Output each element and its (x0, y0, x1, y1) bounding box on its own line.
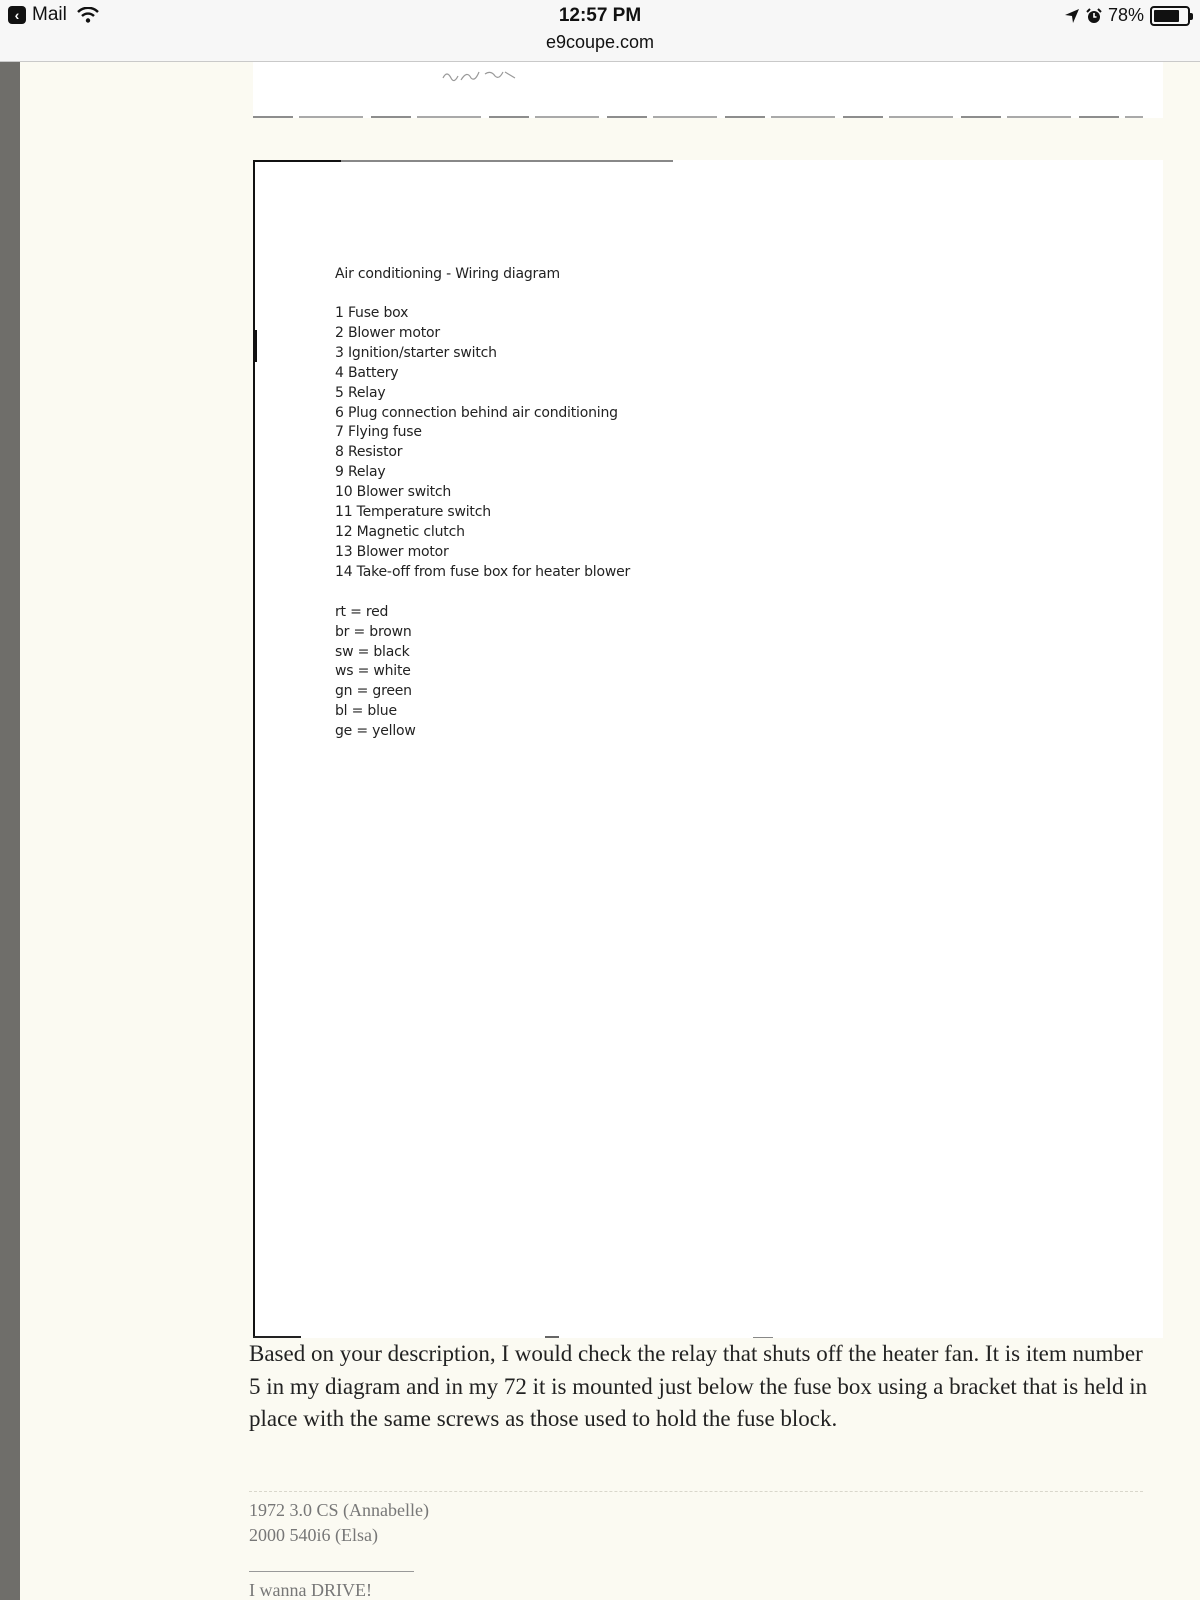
scan-edge-top (253, 160, 673, 162)
component-item: 7 Flying fuse (335, 424, 422, 441)
signature-line: 1972 3.0 CS (Annabelle) (249, 1500, 429, 1520)
location-arrow-icon (1064, 8, 1080, 24)
handwriting-mark (439, 64, 529, 86)
signature-motto: I wanna DRIVE! (249, 1580, 372, 1600)
component-item: 11 Temperature switch (335, 504, 491, 521)
component-item: 10 Blower switch (335, 484, 452, 501)
signature-line: 2000 540i6 (Elsa) (249, 1525, 378, 1545)
legend-item: sw = black (335, 643, 410, 660)
battery-percent: 78% (1107, 5, 1144, 25)
signature (249, 1498, 429, 1548)
legend-item: rt = red (335, 603, 389, 620)
component-item: 1 Fuse box (335, 305, 409, 321)
legend-item: gn = green (335, 683, 412, 700)
legend-item: ws = white (335, 663, 411, 680)
component-item: 2 Blower motor (335, 324, 440, 341)
signature-rule (249, 1571, 414, 1572)
forum-post-page (20, 62, 1200, 1600)
scan-edge-mark (253, 330, 257, 362)
status-bar (0, 0, 1200, 62)
scan-text (335, 264, 630, 742)
alarm-clock-icon (1086, 8, 1102, 24)
wiring-diagram-scan[interactable] (253, 160, 1163, 1338)
component-item: 9 Relay (335, 464, 386, 481)
scan-fragment-top (253, 62, 1163, 118)
diagram-title: Air conditioning - Wiring diagram (335, 266, 560, 282)
wire-color-legend (335, 603, 630, 742)
component-item: 5 Relay (335, 384, 386, 401)
component-item: 6 Plug connection behind air conditioning (335, 404, 618, 421)
component-item: 3 Ignition/starter switch (335, 344, 497, 361)
post-body: Based on your description, I would check the relay that shuts off the heater fan. It is item number 5 in my diagram and in my 72 it is mounted just below the fuse box using a bracket that is held in place with the same screws as those used to hold the fuse block. (249, 1341, 1148, 1431)
legend-item: ge = yellow (335, 723, 416, 740)
back-app-label: Mail (32, 4, 67, 25)
component-item: 12 Magnetic clutch (335, 523, 465, 540)
component-item: 4 Battery (335, 364, 399, 381)
legend-item: bl = blue (335, 703, 397, 720)
status-indicators (1064, 5, 1190, 26)
signature-divider (249, 1491, 1143, 1492)
component-item: 13 Blower motor (335, 543, 449, 560)
back-chevron-icon: ‹ (8, 6, 26, 24)
component-item: 8 Resistor (335, 444, 403, 461)
clock: 12:57 PM (558, 5, 642, 26)
component-list (335, 304, 630, 583)
legend-item: br = brown (335, 623, 412, 640)
component-item: 14 Take-off from fuse box for heater blower (335, 563, 631, 580)
scan-dashed-rule (253, 116, 1143, 118)
battery-fill (1154, 10, 1179, 22)
battery-icon (1150, 6, 1190, 26)
address-bar[interactable]: e9coupe.com (545, 32, 655, 52)
